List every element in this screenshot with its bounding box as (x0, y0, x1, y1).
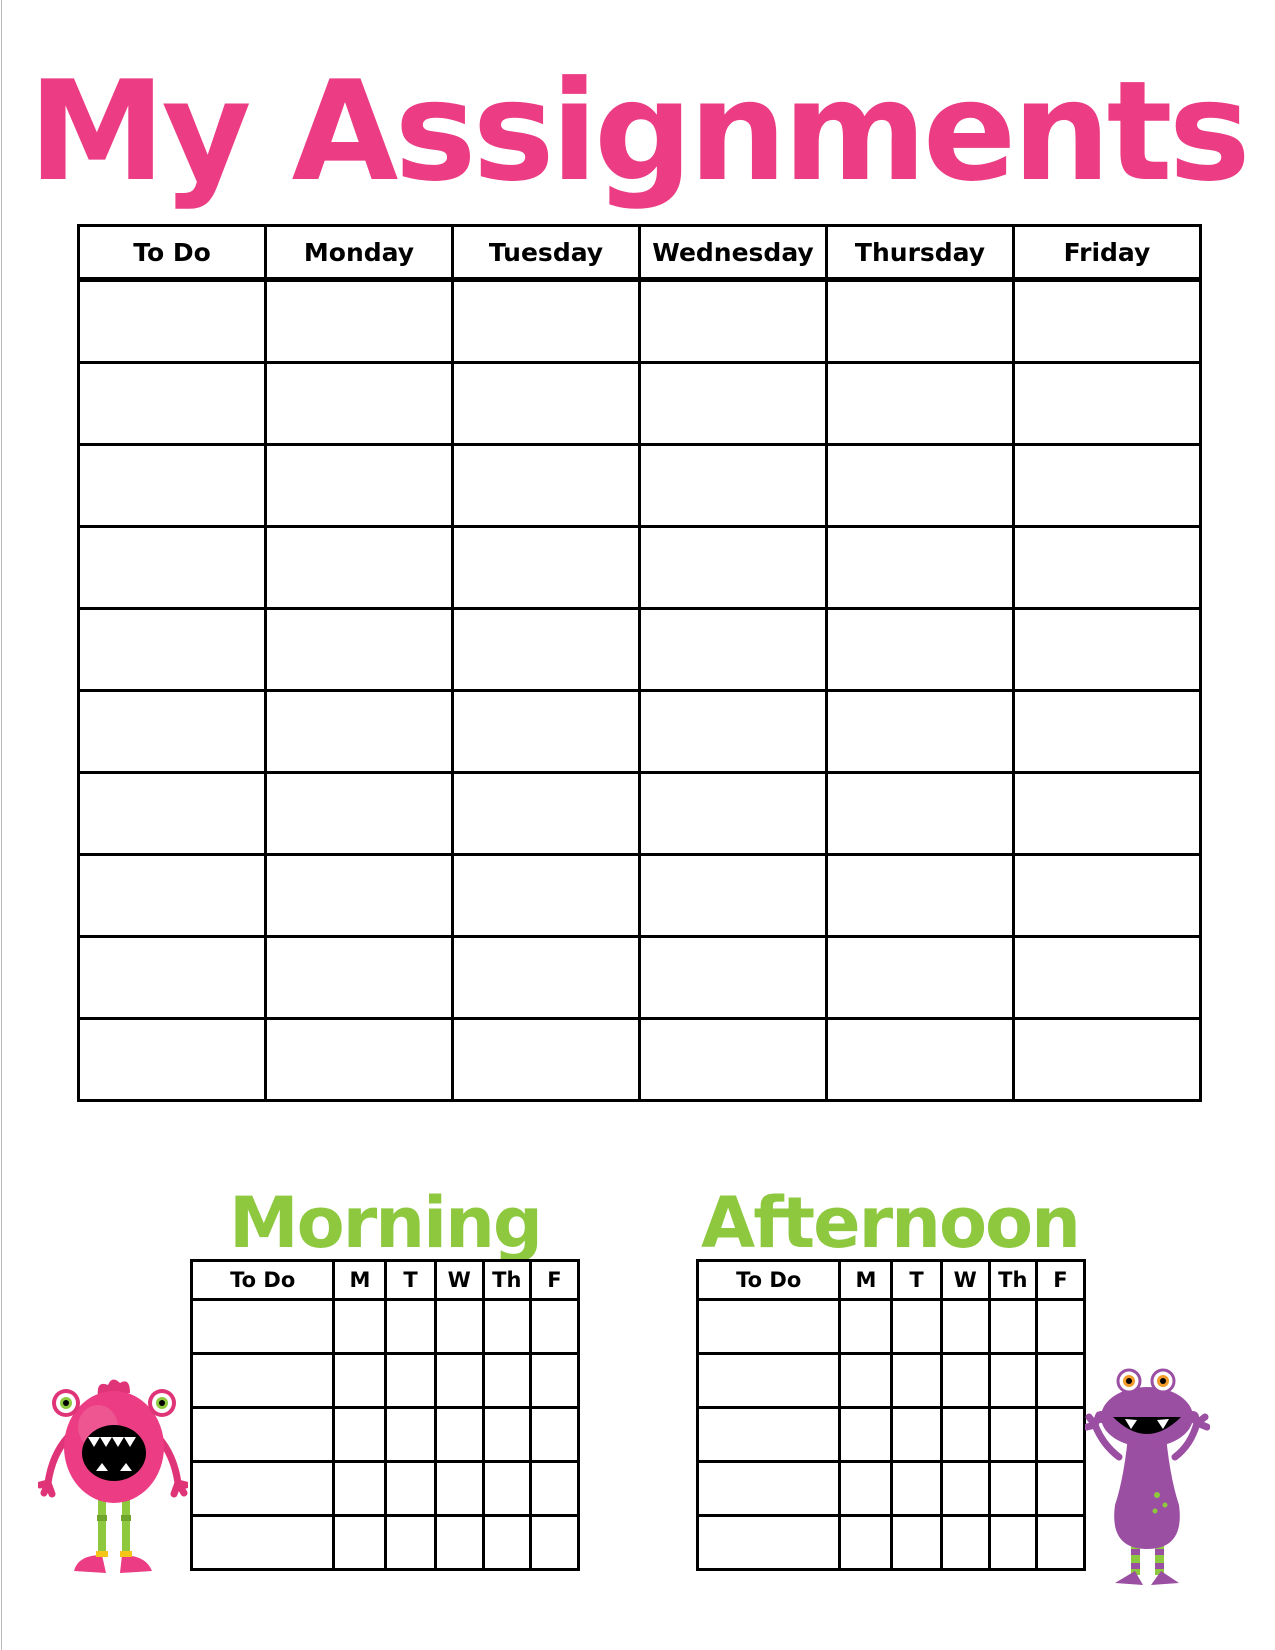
afternoon-table (696, 1259, 1086, 1571)
assignment-cell[interactable] (1014, 691, 1201, 773)
afternoon-header-m: M (840, 1261, 892, 1300)
afternoon-cell[interactable] (892, 1408, 941, 1462)
assignment-cell[interactable] (1014, 363, 1201, 445)
afternoon-cell[interactable] (1036, 1354, 1084, 1408)
morning-header-row (192, 1261, 579, 1300)
assignment-row (79, 445, 1201, 527)
afternoon-header-th: Th (989, 1261, 1036, 1300)
assignment-cell[interactable] (1014, 280, 1201, 363)
morning-cell[interactable] (483, 1408, 530, 1462)
header-friday: Friday (1014, 226, 1201, 280)
morning-row (192, 1300, 579, 1354)
assignment-cell[interactable] (453, 1019, 640, 1101)
afternoon-cell[interactable] (989, 1462, 1036, 1516)
morning-cell[interactable] (386, 1462, 435, 1516)
afternoon-cell[interactable] (840, 1408, 892, 1462)
afternoon-cell[interactable] (698, 1408, 840, 1462)
assignment-cell[interactable] (640, 363, 827, 445)
assignment-row (79, 773, 1201, 855)
assignment-row (79, 937, 1201, 1019)
morning-cell[interactable] (192, 1462, 334, 1516)
morning-header-f: F (530, 1261, 578, 1300)
morning-cell[interactable] (483, 1516, 530, 1570)
morning-cell[interactable] (192, 1300, 334, 1354)
assignment-row (79, 855, 1201, 937)
afternoon-header-f: F (1036, 1261, 1084, 1300)
morning-row (192, 1354, 579, 1408)
morning-cell[interactable] (483, 1300, 530, 1354)
assignment-cell[interactable] (79, 609, 266, 691)
afternoon-row (698, 1516, 1085, 1570)
morning-cell[interactable] (334, 1516, 386, 1570)
morning-cell[interactable] (192, 1354, 334, 1408)
assignment-row (79, 363, 1201, 445)
assignment-row (79, 609, 1201, 691)
afternoon-cell[interactable] (989, 1354, 1036, 1408)
morning-header-w: W (435, 1261, 483, 1300)
afternoon-cell[interactable] (892, 1462, 941, 1516)
assignment-cell[interactable] (266, 527, 453, 609)
assignment-cell[interactable] (827, 363, 1014, 445)
assignment-row (79, 280, 1201, 363)
assignment-cell[interactable] (1014, 1019, 1201, 1101)
assignment-cell[interactable] (640, 773, 827, 855)
assignment-cell[interactable] (79, 691, 266, 773)
assignment-cell[interactable] (640, 445, 827, 527)
assignment-cell[interactable] (453, 280, 640, 363)
afternoon-cell[interactable] (840, 1300, 892, 1354)
assignment-cell[interactable] (266, 445, 453, 527)
assignment-cell[interactable] (640, 855, 827, 937)
assignment-cell[interactable] (79, 527, 266, 609)
assignment-cell[interactable] (79, 280, 266, 363)
assignment-cell[interactable] (1014, 609, 1201, 691)
morning-header-m: M (334, 1261, 386, 1300)
morning-cell[interactable] (435, 1462, 483, 1516)
morning-cell[interactable] (530, 1408, 578, 1462)
assignment-cell[interactable] (640, 691, 827, 773)
morning-cell[interactable] (192, 1516, 334, 1570)
assignment-cell[interactable] (453, 937, 640, 1019)
afternoon-cell[interactable] (840, 1354, 892, 1408)
assignment-cell[interactable] (453, 363, 640, 445)
assignment-row (79, 527, 1201, 609)
assignment-cell[interactable] (1014, 445, 1201, 527)
morning-cell[interactable] (334, 1300, 386, 1354)
assignment-cell[interactable] (266, 280, 453, 363)
afternoon-cell[interactable] (840, 1516, 892, 1570)
morning-cell[interactable] (530, 1516, 578, 1570)
morning-cell[interactable] (483, 1462, 530, 1516)
afternoon-cell[interactable] (1036, 1462, 1084, 1516)
assignment-cell[interactable] (1014, 527, 1201, 609)
assignment-cell[interactable] (266, 773, 453, 855)
afternoon-cell[interactable] (989, 1300, 1036, 1354)
afternoon-cell[interactable] (698, 1354, 840, 1408)
assignment-cell[interactable] (453, 609, 640, 691)
assignment-cell[interactable] (453, 691, 640, 773)
assignment-cell[interactable] (453, 527, 640, 609)
assignment-cell[interactable] (827, 280, 1014, 363)
afternoon-row (698, 1300, 1085, 1354)
afternoon-header-todo: To Do (698, 1261, 840, 1300)
morning-table (190, 1259, 580, 1571)
afternoon-cell[interactable] (698, 1516, 840, 1570)
assignment-cell[interactable] (640, 1019, 827, 1101)
afternoon-cell[interactable] (941, 1300, 989, 1354)
assignment-cell[interactable] (827, 773, 1014, 855)
afternoon-header-t: T (892, 1261, 941, 1300)
header-tuesday: Tuesday (453, 226, 640, 280)
assignment-cell[interactable] (1014, 855, 1201, 937)
assignment-cell[interactable] (266, 691, 453, 773)
morning-cell[interactable] (386, 1300, 435, 1354)
header-row (79, 226, 1201, 280)
afternoon-row (698, 1462, 1085, 1516)
morning-cell[interactable] (530, 1354, 578, 1408)
afternoon-cell[interactable] (892, 1300, 941, 1354)
assignment-cell[interactable] (827, 445, 1014, 527)
assignment-cell[interactable] (79, 937, 266, 1019)
morning-cell[interactable] (192, 1408, 334, 1462)
morning-cell[interactable] (334, 1462, 386, 1516)
afternoon-cell[interactable] (698, 1300, 840, 1354)
afternoon-cell[interactable] (941, 1462, 989, 1516)
assignment-cell[interactable] (827, 527, 1014, 609)
assignment-cell[interactable] (453, 855, 640, 937)
assignment-cell[interactable] (827, 609, 1014, 691)
header-thursday: Thursday (827, 226, 1014, 280)
afternoon-cell[interactable] (698, 1462, 840, 1516)
afternoon-cell[interactable] (941, 1354, 989, 1408)
assignment-cell[interactable] (79, 363, 266, 445)
assignment-cell[interactable] (640, 609, 827, 691)
morning-row (192, 1462, 579, 1516)
assignment-cell[interactable] (1014, 773, 1201, 855)
page-edge (1, 0, 2, 1650)
morning-cell[interactable] (386, 1354, 435, 1408)
morning-cell[interactable] (435, 1516, 483, 1570)
assignment-cell[interactable] (827, 937, 1014, 1019)
afternoon-cell[interactable] (941, 1516, 989, 1570)
assignment-cell[interactable] (266, 855, 453, 937)
assignment-cell[interactable] (640, 937, 827, 1019)
assignment-cell[interactable] (640, 280, 827, 363)
afternoon-cell[interactable] (1036, 1516, 1084, 1570)
morning-header-t: T (386, 1261, 435, 1300)
afternoon-cell[interactable] (941, 1408, 989, 1462)
morning-cell[interactable] (435, 1354, 483, 1408)
assignment-cell[interactable] (827, 1019, 1014, 1101)
morning-row (192, 1408, 579, 1462)
assignment-cell[interactable] (827, 855, 1014, 937)
afternoon-row (698, 1354, 1085, 1408)
assignment-cell[interactable] (79, 445, 266, 527)
assignment-cell[interactable] (1014, 937, 1201, 1019)
afternoon-cell[interactable] (1036, 1300, 1084, 1354)
assignment-cell[interactable] (79, 1019, 266, 1101)
afternoon-cell[interactable] (892, 1354, 941, 1408)
header-monday: Monday (266, 226, 453, 280)
afternoon-cell[interactable] (989, 1408, 1036, 1462)
afternoon-header-w: W (941, 1261, 989, 1300)
morning-cell[interactable] (386, 1516, 435, 1570)
pink-monster-illustration (38, 1375, 188, 1585)
header-todo: To Do (79, 226, 266, 280)
morning-row (192, 1516, 579, 1570)
afternoon-header-row (698, 1261, 1085, 1300)
morning-header-th: Th (483, 1261, 530, 1300)
assignment-cell[interactable] (266, 937, 453, 1019)
assignment-cell[interactable] (266, 609, 453, 691)
morning-cell[interactable] (386, 1408, 435, 1462)
morning-cell[interactable] (334, 1354, 386, 1408)
assignment-cell[interactable] (453, 445, 640, 527)
afternoon-title: Afternoon (701, 1182, 1079, 1264)
morning-cell[interactable] (435, 1300, 483, 1354)
morning-cell[interactable] (483, 1354, 530, 1408)
assignment-cell[interactable] (640, 527, 827, 609)
assignment-row (79, 691, 1201, 773)
purple-monster-illustration (1085, 1365, 1210, 1590)
morning-cell[interactable] (530, 1462, 578, 1516)
assignment-row (79, 1019, 1201, 1101)
assignment-cell[interactable] (266, 363, 453, 445)
morning-cell[interactable] (435, 1408, 483, 1462)
assignment-cell[interactable] (79, 855, 266, 937)
afternoon-cell[interactable] (840, 1462, 892, 1516)
page-title: My Assignments (28, 51, 1247, 212)
afternoon-row (698, 1408, 1085, 1462)
assignment-cell[interactable] (79, 773, 266, 855)
afternoon-cell[interactable] (989, 1516, 1036, 1570)
header-wednesday: Wednesday (640, 226, 827, 280)
morning-title: Morning (228, 1182, 542, 1264)
morning-cell[interactable] (530, 1300, 578, 1354)
morning-header-todo: To Do (192, 1261, 334, 1300)
morning-cell[interactable] (334, 1408, 386, 1462)
afternoon-cell[interactable] (892, 1516, 941, 1570)
afternoon-cell[interactable] (1036, 1408, 1084, 1462)
assignment-cell[interactable] (266, 1019, 453, 1101)
assignment-cell[interactable] (827, 691, 1014, 773)
assignments-table (77, 224, 1202, 1102)
assignment-cell[interactable] (453, 773, 640, 855)
